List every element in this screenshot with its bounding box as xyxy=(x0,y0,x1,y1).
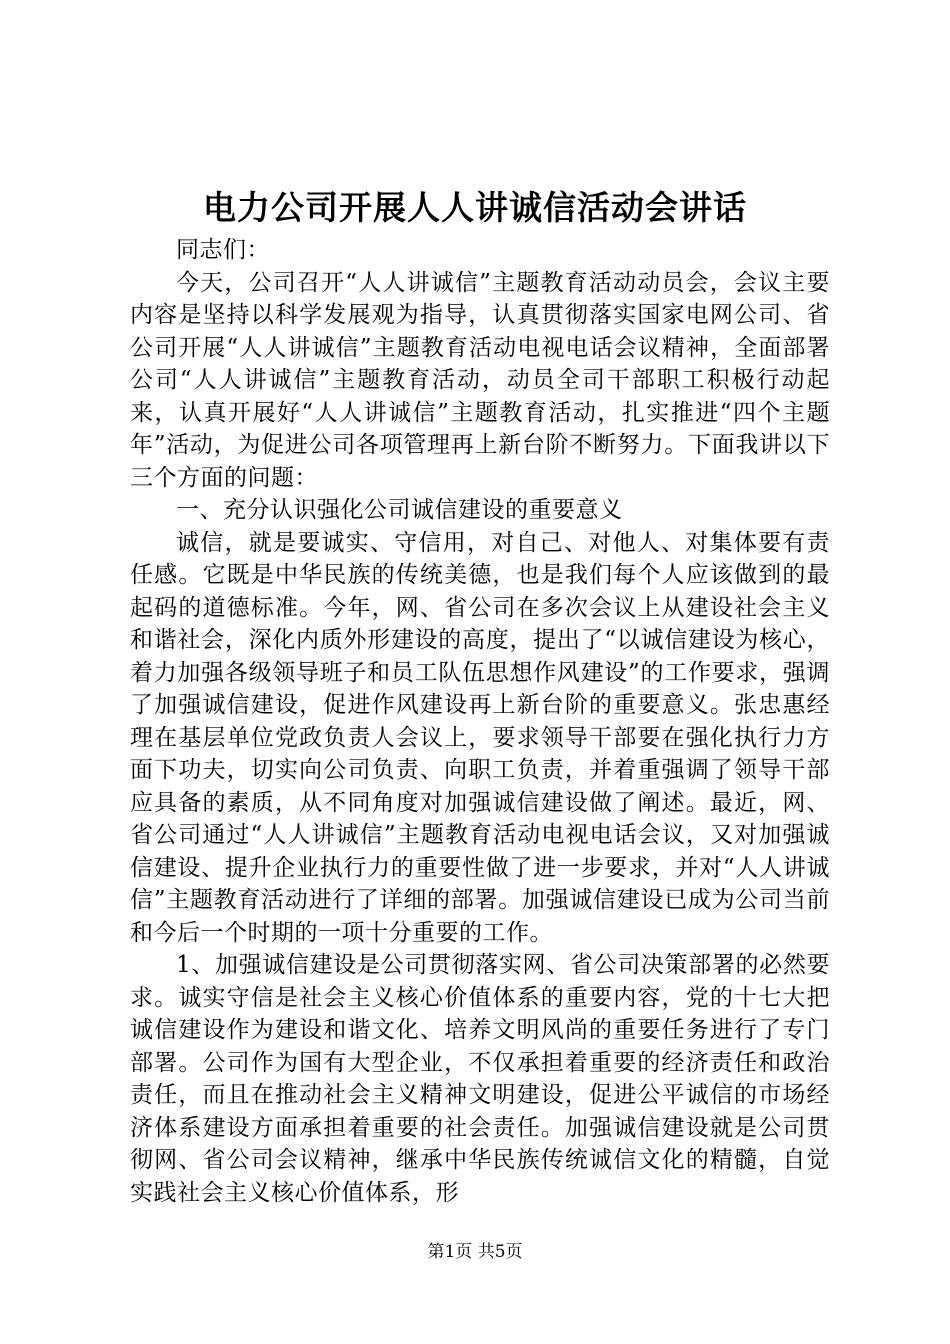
page-number-footer: 第1页 共5页 xyxy=(427,1242,523,1262)
paragraph-integrity: 诚信，就是要诚实、守信用，对自己、对他人、对集体要有责任感。它既是中华民族的传统美德，也是我们每个人应该做到的最起码的道德标准。今年，网、省公司在多次会议上从建设社会主义和谐社会，深化内质外形建设的高度，提出了“以诚信建设为核心，着力加强各级领导班子和员工队伍思想作风建设”的工作要求，强调了加强诚信建设，促进作风建设再上新台阶的重要意义。张忠惠经理在基层单位党政负责人会议上，要求领导干部要在强化执行力方面下功夫，切实向公司负责、向职工负责，并着重强调了领导干部应具备的素质，从不同角度对加强诚信建设做了阐述。最近，网、省公司通过“人人讲诚信”主题教育活动电视电话会议，又对加强诚信建设、提升企业执行力的重要性做了进一步要求，并对“人人讲诚信”主题教育活动进行了详细的部署。加强诚信建设已成为公司当前和今后一个时期的一项十分重要的工作。 xyxy=(130,529,830,946)
greeting: 同志们： xyxy=(176,237,270,263)
paragraph-intro: 今天，公司召开“人人讲诚信”主题教育活动动员会，会议主要内容是坚持以科学发展观为指导，认真贯彻落实国家电网公司、省公司开展“人人讲诚信”主题教育活动电视电话会议精神，全面部署公司“人人讲诚信”主题教育活动，动员全司干部职工积极行动起来，认真开展好“人人讲诚信”主题教育活动，扎实推进“四个主题年”活动，为促进公司各项管理再上新台阶不断努力。下面我讲以下三个方面的问题： xyxy=(130,269,830,491)
paragraph-point-1: 1、加强诚信建设是公司贯彻落实网、省公司决策部署的必然要求。诚实守信是社会主义核心价值体系的重要内容，党的十七大把诚信建设作为建设和谐文化、培养文明风尚的重要任务进行了专门部署。公司作为国有大型企业，不仅承担着重要的经济责任和政治责任，而且在推动社会主义精神文明建设，促进公平诚信的市场经济体系建设方面承担着重要的社会责任。加强诚信建设就是公司贯彻网、省公司会议精神，继承中华民族传统诚信文化的精髓，自觉实践社会主义核心价值体系，形 xyxy=(130,952,830,1206)
document-body xyxy=(130,234,830,1209)
section-heading-1: 一、充分认识强化公司诚信建设的重要意义 xyxy=(176,497,623,523)
document-title: 电力公司开展人人讲诚信活动会讲话 xyxy=(203,188,747,227)
